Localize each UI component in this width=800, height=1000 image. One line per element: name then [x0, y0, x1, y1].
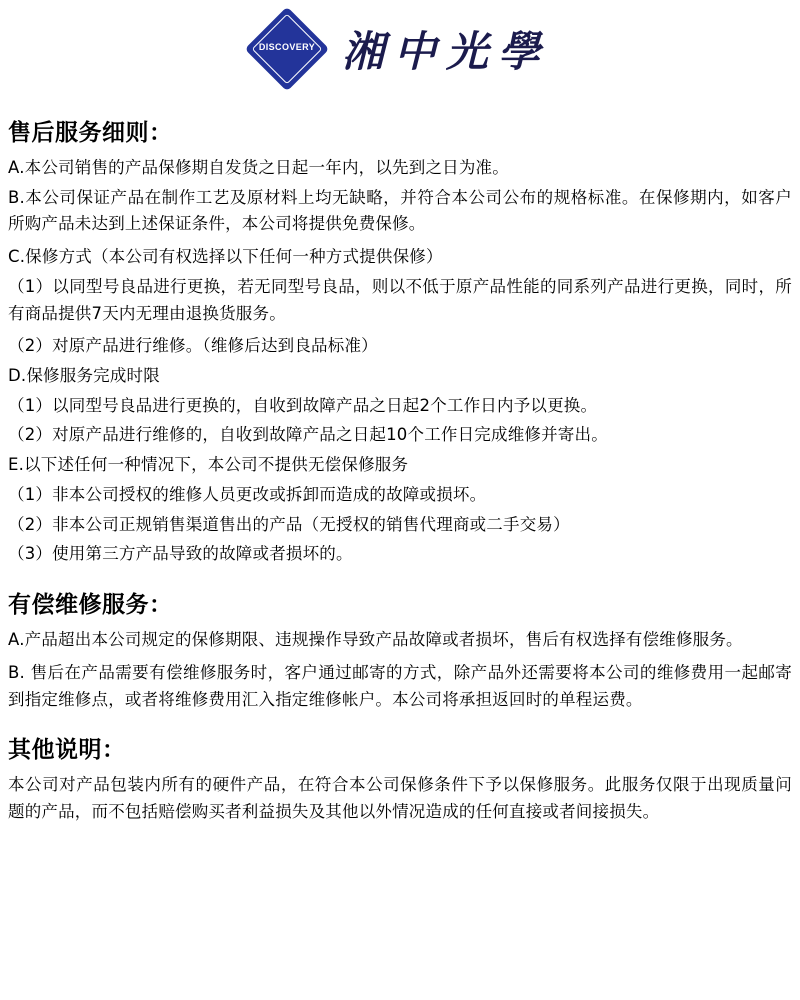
section-title-after-sales: 售后服务细则：: [8, 120, 173, 146]
other-notes-paragraph: 本公司对产品包装内所有的硬件产品，在符合本公司保修条件下予以保修服务。此服务仅限于出现质量问题的产品，而不包括赔偿购买者利益损失及其他以外情况造成的任何直接或者间接损失。: [8, 775, 792, 821]
clause-d-1: （1）以同型号良品进行更换的，自收到故障产品之日起2个工作日内予以更换。: [8, 395, 598, 415]
logo-badge-text: DISCOVERY: [258, 42, 316, 52]
clause-e-3: （3）使用第三方产品导致的故障或者损坏的。: [8, 544, 353, 564]
clause-c-2: （2）对原产品进行维修。（维修后达到良品标准）: [8, 336, 378, 356]
clause-d-2: （2）对原产品进行维修的，自收到故障产品之日起10个工作日完成维修并寄出。: [8, 425, 608, 445]
diamond-logo-icon: [250, 12, 324, 86]
clause-e-2: （2）非本公司正规销售渠道售出的产品（无授权的销售代理商或二手交易）: [8, 514, 570, 534]
clause-b: B.本公司保证产品在制作工艺及原材料上均无缺略，并符合本公司公布的规格标准。在保修期内，如客户所购产品未达到上述保证条件，本公司将提供免费保修。: [8, 187, 792, 234]
clause-c-1: （1）以同型号良品进行更换，若无同型号良品，则以不低于原产品性能的同系列产品进行更换，同时，所有商品提供7天内无理由退换货服务。: [8, 276, 792, 323]
document-content: [0, 92, 800, 826]
clause-e: E.以下述任何一种情况下，本公司不提供无偿保修服务: [8, 455, 409, 475]
clause-c: C.保修方式（本公司有权选择以下任何一种方式提供保修）: [8, 247, 443, 267]
clause-d: D.保修服务完成时限: [8, 366, 160, 386]
document-header: [0, 0, 800, 92]
clause-e-1: （1）非本公司授权的维修人员更改或拆卸而造成的故障或损坏。: [8, 484, 487, 504]
clause-a: A.本公司销售的产品保修期自发货之日起一年内，以先到之日为准。: [8, 158, 509, 177]
paid-repair-clause-a: A.产品超出本公司规定的保修期限、违规操作导致产品故障或者损坏，售后有权选择有偿维修服务。: [8, 630, 743, 650]
section-title-paid-repair: 有偿维修服务：: [8, 592, 173, 619]
brand-name: 湘中光學: [341, 27, 550, 76]
section-title-other-notes: 其他说明：: [8, 737, 126, 764]
paid-repair-clause-b: B. 售后在产品需要有偿维修服务时，客户通过邮寄的方式，除产品外还需要将本公司的维修费用一起邮寄到指定维修点，或者将维修费用汇入指定维修帐户。本公司将承担返回时的单程运费。: [8, 662, 792, 709]
